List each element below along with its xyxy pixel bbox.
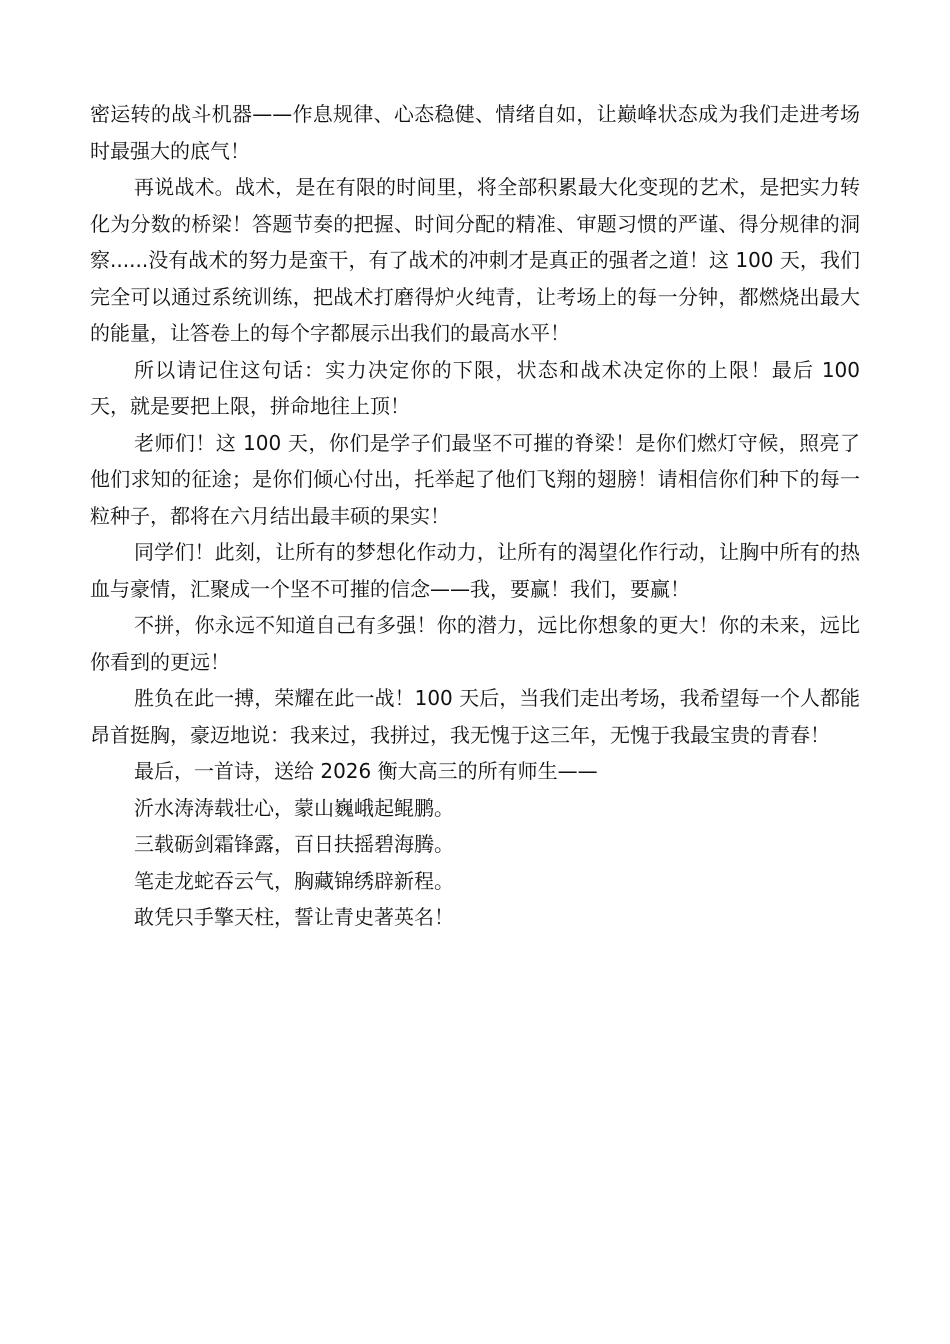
poem-line: 沂水涛涛载壮心，蒙山巍峨起鲲鹏。 (134, 795, 454, 820)
document-page (90, 96, 860, 936)
paragraph-students: 同学们！此刻，让所有的梦想化作动力，让所有的渴望化作行动，让胸中所有的热血与豪情，汇聚成一个坚不可摧的信念——我，要赢！我们，要赢！ (90, 540, 860, 601)
paragraph-teachers: 老师们！这 100 天，你们是学子们最坚不可摧的脊梁！是你们燃灯守候，照亮了他们求知的征途；是你们倾心付出，托举起了他们飞翔的翅膀！请相信你们种下的每一粒种子，都将在六月结出最丰硕的果实！ (90, 430, 860, 528)
paragraph-remember: 所以请记住这句话：实力决定你的下限，状态和战术决定你的上限！最后 100 天，就是要把上限，拼命地往上顶！ (90, 357, 860, 418)
poem-line: 三载砺剑霜锋露，百日扶摇碧海腾。 (134, 832, 454, 856)
paragraph-glory: 胜负在此一搏，荣耀在此一战！100 天后，当我们走出考场，我希望每一个人都能昂首挺胸，豪迈地说：我来过，我拼过，我无愧于这三年，无愧于我最宝贵的青春！ (90, 686, 860, 747)
paragraph-continuation: 密运转的战斗机器——作息规律、心态稳健、情绪自如，让巅峰状态成为我们走进考场时最强大的底气！ (90, 102, 860, 163)
poem-line: 敢凭只手擎天柱，誓让青史著英名！ (134, 905, 454, 929)
paragraph-potential: 不拼，你永远不知道自己有多强！你的潜力，远比你想象的更大！你的未来，远比你看到的更远！ (90, 613, 860, 674)
paragraph-poem-intro: 最后，一首诗，送给 2026 衡大高三的所有师生—— (134, 759, 598, 783)
paragraph-tactics: 再说战术。战术，是在有限的时间里，将全部积累最大化变现的艺术，是把实力转化为分数的桥梁！答题节奏的把握、时间分配的精准、审题习惯的严谨、得分规律的洞察......没有战术的努力是蛮干，有了战术的冲刺才是真正的强者之道！这 100 天，我们完全可以通过系统训练，把战术打磨得炉火纯青，让考场上的每一分钟，都燃烧出最大的能量，让答卷上的每个字都展示出我们的最高水平！ (90, 175, 860, 345)
poem-line: 笔走龙蛇吞云气，胸藏锦绣辟新程。 (134, 868, 454, 893)
